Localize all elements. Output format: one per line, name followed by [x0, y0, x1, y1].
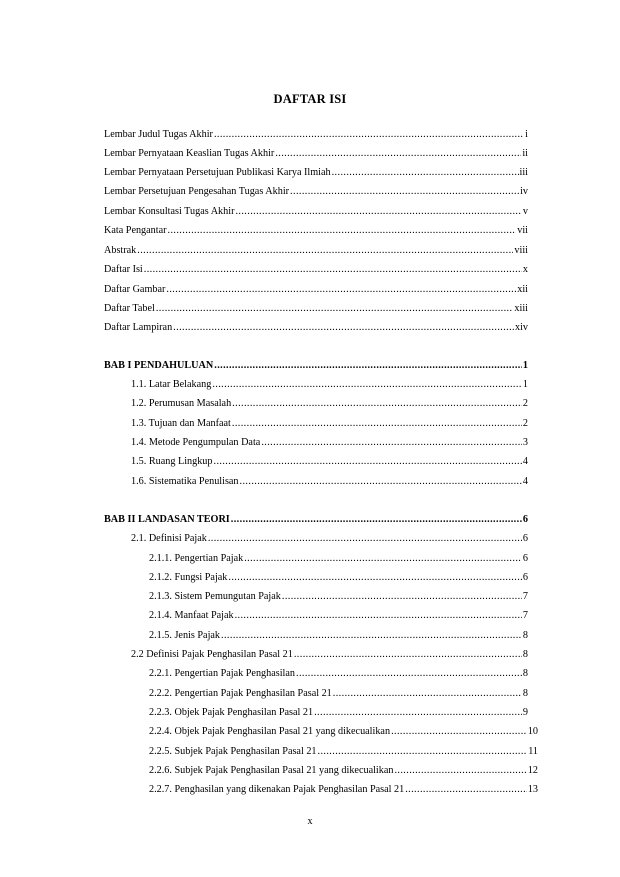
- toc-leader: [166, 284, 516, 296]
- toc-subsection[interactable]: [149, 610, 528, 622]
- toc-section-label: 1.2. Perumusan Masalah: [131, 398, 232, 409]
- toc-section-label: 1.6. Sistematika Penulisan: [131, 476, 239, 487]
- toc-subsection-page: 10: [527, 726, 538, 737]
- toc-leader: [332, 167, 519, 179]
- toc-subsection-page: 11: [528, 746, 538, 757]
- toc-entry-label: Daftar Isi: [104, 264, 143, 275]
- toc-chapter-label: BAB II LANDASAN TEORI: [104, 514, 230, 525]
- toc-entry-label: Lembar Pernyataan Keaslian Tugas Akhir: [104, 148, 275, 159]
- toc-leader: [208, 533, 522, 545]
- toc-leader: [156, 303, 514, 315]
- toc-leader: [173, 322, 514, 334]
- toc-subsection[interactable]: [149, 668, 528, 680]
- toc-leader: [394, 765, 526, 777]
- toc-subsection-page: 8: [522, 688, 528, 699]
- toc-entry-label: Lembar Konsultasi Tugas Akhir: [104, 206, 235, 217]
- toc-entry-label: Lembar Judul Tugas Akhir: [104, 129, 213, 140]
- toc-leader: [235, 610, 522, 622]
- toc-entry-page: xiii: [514, 303, 528, 314]
- toc-chapter-bab2[interactable]: [104, 514, 528, 526]
- page-number: x: [307, 816, 313, 827]
- toc-entry[interactable]: [104, 225, 528, 237]
- toc-leader: [232, 418, 522, 430]
- toc-section[interactable]: [131, 649, 528, 661]
- toc-entry-page: xii: [517, 284, 528, 295]
- toc-subsection[interactable]: [149, 784, 538, 796]
- toc-entry[interactable]: [104, 148, 528, 160]
- toc-leader: [228, 572, 522, 584]
- toc-subsection-label: 2.2.4. Objek Pajak Penghasilan Pasal 21 yang dikecualikan: [149, 726, 391, 737]
- toc-subsection-label: 2.1.1. Pengertian Pajak: [149, 553, 244, 564]
- toc-entry-page: i: [525, 129, 528, 140]
- toc-leader: [275, 148, 521, 160]
- toc-section-page: 8: [522, 649, 528, 660]
- toc-entry[interactable]: [104, 167, 528, 179]
- toc-section[interactable]: [131, 476, 528, 488]
- toc-section-page: 4: [522, 456, 528, 467]
- toc-entry-label: Daftar Lampiran: [104, 322, 173, 333]
- toc-entry-page: viii: [514, 245, 528, 256]
- toc-leader: [290, 186, 519, 198]
- toc-section-label: 2.2 Definisi Pajak Penghasilan Pasal 21: [131, 649, 293, 660]
- toc-entry-page: v: [522, 206, 528, 217]
- toc-subsection-label: 2.1.4. Manfaat Pajak: [149, 610, 234, 621]
- toc-section[interactable]: [131, 437, 528, 449]
- toc-subsection-label: 2.2.3. Objek Pajak Penghasilan Pasal 21: [149, 707, 314, 718]
- toc-section-label: 1.3. Tujuan dan Manfaat: [131, 418, 231, 429]
- toc-section-page: 2: [522, 418, 528, 429]
- toc-entry[interactable]: [104, 322, 528, 334]
- toc-entry-page: ii: [522, 148, 528, 159]
- toc-section-label: 1.5. Ruang Lingkup: [131, 456, 213, 467]
- page-title: DAFTAR ISI: [273, 92, 347, 106]
- toc-subsection-page: 6: [522, 553, 528, 564]
- toc-entry-page: vii: [517, 225, 528, 236]
- toc-subsection-label: 2.2.6. Subjek Pajak Penghasilan Pasal 21 yang dikecualikan: [149, 765, 394, 776]
- toc-subsection-page: 12: [527, 765, 538, 776]
- toc-leader: [168, 225, 517, 237]
- toc-leader: [318, 746, 528, 758]
- toc-entry[interactable]: [104, 284, 528, 296]
- toc-leader: [261, 437, 522, 449]
- toc-section[interactable]: [131, 456, 528, 468]
- toc-subsection-page: 6: [522, 572, 528, 583]
- toc-subsection-page: 9: [522, 707, 528, 718]
- toc-leader: [314, 707, 522, 719]
- toc-leader: [231, 514, 522, 526]
- toc-entry-label: Lembar Pernyataan Persetujuan Publikasi Karya Ilmiah: [104, 167, 331, 178]
- toc-entry[interactable]: [104, 264, 528, 276]
- toc-entry-label: Daftar Tabel: [104, 303, 155, 314]
- toc-leader: [214, 456, 522, 468]
- toc-entry[interactable]: [104, 129, 528, 141]
- toc-entry[interactable]: [104, 245, 528, 257]
- toc-subsection[interactable]: [149, 726, 538, 738]
- toc-leader: [221, 630, 522, 642]
- toc-subsection[interactable]: [149, 553, 528, 565]
- toc-chapter-label: BAB I PENDAHULUAN: [104, 360, 214, 371]
- toc-subsection-page: 13: [527, 784, 538, 795]
- toc-section-page: 4: [522, 476, 528, 487]
- toc-subsection[interactable]: [149, 746, 538, 758]
- toc-subsection-label: 2.1.5. Jenis Pajak: [149, 630, 221, 641]
- toc-section[interactable]: [131, 533, 528, 545]
- toc-subsection-label: 2.1.3. Sistem Pemungutan Pajak: [149, 591, 281, 602]
- toc-leader: [405, 784, 527, 796]
- toc-leader: [240, 476, 522, 488]
- toc-section-label: 1.1. Latar Belakang: [131, 379, 212, 390]
- toc-entry-page: x: [522, 264, 528, 275]
- toc-subsection-label: 2.2.2. Pengertian Pajak Penghasilan Pasal 21: [149, 688, 332, 699]
- toc-subsection[interactable]: [149, 707, 528, 719]
- toc-leader: [391, 726, 527, 738]
- toc-entry[interactable]: [104, 303, 528, 315]
- toc-subsection-label: 2.2.7. Penghasilan yang dikenakan Pajak Penghasilan Pasal 21: [149, 784, 405, 795]
- toc-subsection[interactable]: [149, 630, 528, 642]
- toc-entry[interactable]: [104, 206, 528, 218]
- toc-subsection-page: 8: [522, 630, 528, 641]
- toc-leader: [333, 688, 522, 700]
- toc-entry-page: iii: [519, 167, 528, 178]
- toc-chapter-bab1[interactable]: [104, 360, 528, 372]
- toc-section[interactable]: [131, 418, 528, 430]
- toc-subsection[interactable]: [149, 688, 528, 700]
- toc-entry-label: Lembar Persetujuan Pengesahan Tugas Akhir: [104, 186, 290, 197]
- toc-leader: [296, 668, 522, 680]
- toc-leader: [212, 379, 522, 391]
- toc-leader: [214, 129, 524, 141]
- toc-section-page: 2: [522, 398, 528, 409]
- toc-leader: [282, 591, 522, 603]
- toc-chapter-page: 6: [522, 514, 528, 525]
- toc-entry-page: xiv: [514, 322, 528, 333]
- toc-section-label: 1.4. Metode Pengumpulan Data: [131, 437, 261, 448]
- toc-subsection-page: 8: [522, 668, 528, 679]
- toc-subsection-page: 7: [522, 610, 528, 621]
- toc-subsection[interactable]: [149, 591, 528, 603]
- toc-subsection-label: 2.2.5. Subjek Pajak Penghasilan Pasal 21: [149, 746, 317, 757]
- toc-subsection-label: 2.2.1. Pengertian Pajak Penghasilan: [149, 668, 295, 679]
- toc-section-label: 2.1. Definisi Pajak: [131, 533, 207, 544]
- toc-leader: [294, 649, 522, 661]
- toc-leader: [244, 553, 522, 565]
- toc-section-page: 1: [522, 379, 528, 390]
- toc-leader: [137, 245, 513, 257]
- toc-subsection[interactable]: [149, 572, 528, 584]
- toc-subsection-page: 7: [522, 591, 528, 602]
- toc-subsection-label: 2.1.2. Fungsi Pajak: [149, 572, 228, 583]
- toc-section-page: 3: [522, 437, 528, 448]
- toc-entry-label: Abstrak: [104, 245, 137, 256]
- toc-leader: [235, 206, 521, 218]
- toc-section-page: 6: [522, 533, 528, 544]
- toc-entry-page: iv: [520, 186, 528, 197]
- toc-section[interactable]: [131, 379, 528, 391]
- toc-chapter-page: 1: [522, 360, 528, 371]
- toc-leader: [232, 398, 522, 410]
- toc-section[interactable]: [131, 398, 528, 410]
- toc-entry-label: Kata Pengantar: [104, 225, 167, 236]
- toc-leader: [214, 360, 522, 372]
- toc-entry-label: Daftar Gambar: [104, 284, 166, 295]
- toc-entry[interactable]: [104, 186, 528, 198]
- toc-subsection[interactable]: [149, 765, 538, 777]
- toc-leader: [144, 264, 522, 276]
